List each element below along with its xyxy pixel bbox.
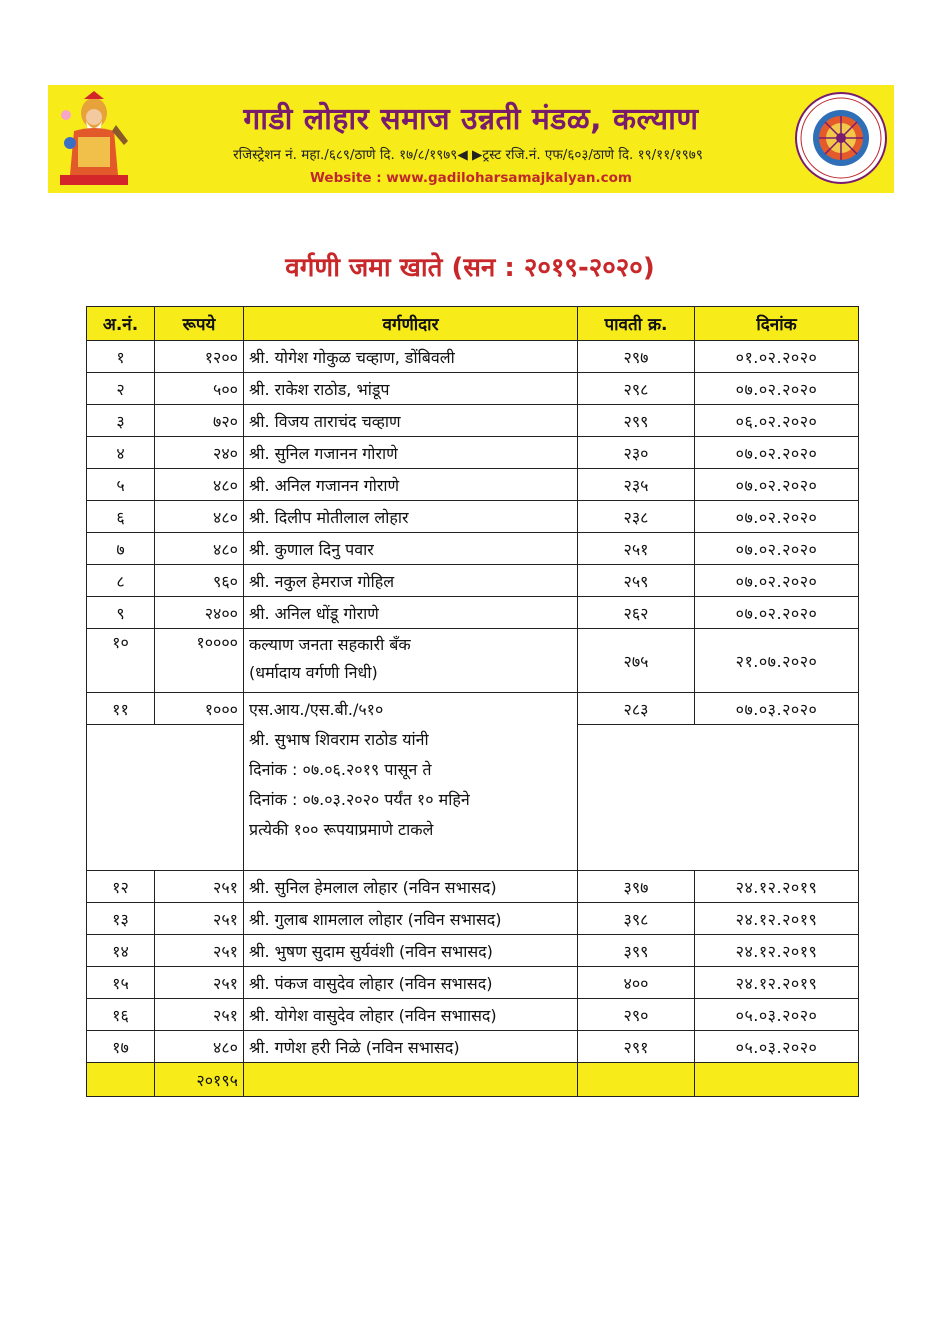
cell-date: २४.१२.२०१९ [695,903,859,935]
cell-receipt-no: ३९९ [578,935,695,967]
cell-serial-no: १० [87,629,155,693]
table-row [87,871,859,903]
cell-receipt-no: २३५ [578,469,695,501]
table-row [87,629,859,693]
cell-receipt-no: २९९ [578,405,695,437]
table-row [87,1031,859,1063]
cell-date: ०७.०२.२०२० [695,469,859,501]
cell-date: ०७.०२.२०२० [695,437,859,469]
cell-donor: श्री. कुणाल दिनु पवार [244,533,578,565]
cell-serial-no: १२ [87,871,155,903]
cell-date: ०७.०२.२०२० [695,565,859,597]
table-row [87,341,859,373]
cell-receipt-no: २९८ [578,373,695,405]
cell-serial-no: १४ [87,935,155,967]
cell-serial-no: १३ [87,903,155,935]
document-title: वर्गणी जमा खाते (सन : २०१९-२०२०) [285,253,655,283]
cell-amount: ४८० [155,533,244,565]
cell-donor: एस.आय./एस.बी./५१० [244,693,578,725]
header-receipt-no: पावती क्र. [578,307,695,341]
donor-line: (धर्मादाय वर्गणी निधी) [249,663,378,682]
cell-date: ०५.०३.२०२० [695,999,859,1031]
total-row [87,1063,859,1097]
cell-donor: श्री. नकुल हेमराज गोहिल [244,565,578,597]
header-banner [48,85,894,193]
cell-date: ०५.०३.२०२० [695,1031,859,1063]
donor-line: कल्याण जनता सहकारी बँक [249,635,411,654]
cell-donor: श्री. दिलीप मोतीलाल लोहार [244,501,578,533]
cell-serial-no: ५ [87,469,155,501]
contribution-table [86,306,859,1097]
table-row [87,935,859,967]
cell-serial-no: ९ [87,597,155,629]
table-row [87,501,859,533]
cell-receipt-no: ३९८ [578,903,695,935]
cell-amount: २५१ [155,903,244,935]
cell-amount: २५१ [155,935,244,967]
cell-date: २१.०७.२०२० [695,629,859,693]
cell-receipt-no: २३८ [578,501,695,533]
cell-blank [578,725,859,871]
deity-image [56,91,132,187]
cell-receipt-no: २९७ [578,341,695,373]
cell-donor: श्री. गणेश हरी निळे (नविन सभासद) [244,1031,578,1063]
header-serial-no: अ.नं. [87,307,155,341]
cell-date: ०७.०२.२०२० [695,597,859,629]
note-line: दिनांक : ०७.०३.२०२० पर्यंत १० महिने [249,789,470,809]
cell-receipt-no: २७५ [578,629,695,693]
cell-donor: श्री. पंकज वासुदेव लोहार (नविन सभासद) [244,967,578,999]
table-row [87,903,859,935]
cell-date: २४.१२.२०१९ [695,935,859,967]
cell-serial-no: ११ [87,693,155,725]
header-amount: रूपये [155,307,244,341]
table-header-row [87,307,859,341]
table-row [87,533,859,565]
table-row [87,693,859,725]
table-row [87,373,859,405]
cell-serial-no: १ [87,341,155,373]
emblem-logo [794,91,888,185]
cell-receipt-no: ३९७ [578,871,695,903]
cell-donor: श्री. राकेश राठोड, भांडूप [244,373,578,405]
note-line: श्री. सुभाष शिवराम राठोड यांनी [249,729,429,749]
cell-serial-no: ७ [87,533,155,565]
cell-serial-no: १७ [87,1031,155,1063]
table-note-row [87,725,859,871]
cell-amount: २५१ [155,871,244,903]
cell-serial-no: ८ [87,565,155,597]
cell-date: ०१.०२.२०२० [695,341,859,373]
cell-donor: श्री. गुलाब शामलाल लोहार (नविन सभासद) [244,903,578,935]
cell-amount: ५०० [155,373,244,405]
cell-donor: श्री. सुनिल गजानन गोराणे [244,437,578,469]
cell-donor: श्री. अनिल गजानन गोराणे [244,469,578,501]
website-text: Website : www.gadiloharsamajkalyan.com [310,170,632,186]
cell-amount: ४८० [155,469,244,501]
cell-date: २४.१२.२०१९ [695,967,859,999]
note-line: प्रत्येकी १०० रूपयाप्रमाणे टाकले [249,819,434,839]
cell-note [244,725,578,871]
cell-receipt-no: २३० [578,437,695,469]
cell-donor: श्री. सुनिल हेमलाल लोहार (नविन सभासद) [244,871,578,903]
cell-date: ०७.०२.२०२० [695,501,859,533]
cell-date: ०७.०२.२०२० [695,533,859,565]
cell-amount: ४८० [155,1031,244,1063]
table-row [87,437,859,469]
cell-serial-no: १६ [87,999,155,1031]
cell-amount: २५१ [155,999,244,1031]
cell-receipt-no: २८३ [578,693,695,725]
cell-amount: १२०० [155,341,244,373]
table-row [87,967,859,999]
cell-donor [244,629,578,693]
cell-amount: ७२० [155,405,244,437]
cell-amount: १०००० [155,629,244,693]
cell-donor: श्री. अनिल धोंडू गोराणे [244,597,578,629]
cell-blank [695,1063,859,1097]
cell-receipt-no: २९० [578,999,695,1031]
total-amount: २०१९५ [155,1063,244,1097]
cell-serial-no: २ [87,373,155,405]
cell-amount: ९६० [155,565,244,597]
cell-donor: श्री. भुषण सुदाम सुर्यवंशी (नविन सभासद) [244,935,578,967]
table-row [87,565,859,597]
cell-donor: श्री. योगेश गोकुळ चव्हाण, डोंबिवली [244,341,578,373]
cell-date: ०७.०३.२०२० [695,693,859,725]
cell-amount: १००० [155,693,244,725]
org-name: गाडी लोहार समाज उन्नती मंडळ, कल्याण [243,102,699,137]
cell-donor: श्री. योगेश वासुदेव लोहार (नविन सभाासद) [244,999,578,1031]
cell-serial-no: ४ [87,437,155,469]
cell-date: २४.१२.२०१९ [695,871,859,903]
cell-blank [87,1063,155,1097]
cell-amount: ४८० [155,501,244,533]
cell-serial-no: ३ [87,405,155,437]
cell-amount: २४० [155,437,244,469]
cell-receipt-no: २५१ [578,533,695,565]
cell-receipt-no: ४०० [578,967,695,999]
cell-serial-no: ६ [87,501,155,533]
cell-blank [244,1063,578,1097]
cell-receipt-no: २५९ [578,565,695,597]
cell-date: ०६.०२.२०२० [695,405,859,437]
cell-date: ०७.०२.२०२० [695,373,859,405]
registration-info: रजिस्ट्रेशन नं. महा./६८९/ठाणे दि. १७/८/१९७९◀ ▶ट्रस्ट रजि.नं. एफ/६०३/ठाणे दि. १९/११/१९७९ [233,147,703,163]
note-line: दिनांक : ०७.०६.२०१९ पासून ते [249,759,432,779]
header-donor: वर्गणीदार [244,307,578,341]
cell-serial-no: १५ [87,967,155,999]
cell-donor: श्री. विजय ताराचंद चव्हाण [244,405,578,437]
cell-receipt-no: २९१ [578,1031,695,1063]
table-row [87,469,859,501]
table-row [87,405,859,437]
table-row [87,999,859,1031]
cell-blank [578,1063,695,1097]
cell-amount: २५१ [155,967,244,999]
cell-receipt-no: २६२ [578,597,695,629]
table-row [87,597,859,629]
header-date: दिनांक [695,307,859,341]
cell-blank [87,725,244,871]
cell-amount: २४०० [155,597,244,629]
